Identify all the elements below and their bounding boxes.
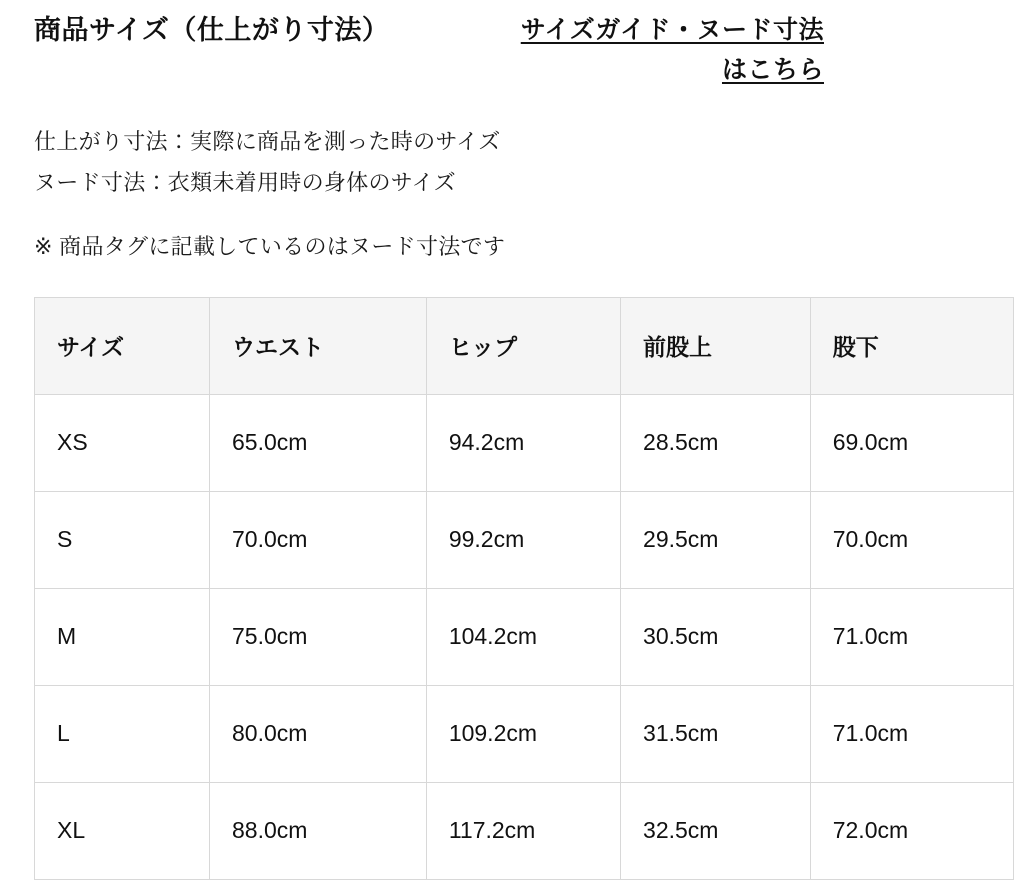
cell-inseam: 70.0cm bbox=[810, 491, 1013, 588]
size-guide-link-line-1: サイズガイド・ヌード寸法 bbox=[520, 16, 824, 44]
description-line-2: ヌード寸法：衣類未着用時の身体のサイズ bbox=[34, 169, 456, 195]
size-table-body bbox=[35, 394, 1014, 879]
cell-rise: 32.5cm bbox=[621, 782, 811, 879]
cell-rise: 29.5cm bbox=[621, 491, 811, 588]
cell-waist: 65.0cm bbox=[210, 394, 427, 491]
table-row bbox=[35, 491, 1014, 588]
cell-size: XS bbox=[35, 394, 210, 491]
table-header-row bbox=[35, 297, 1014, 394]
column-header-hip: ヒップ bbox=[426, 297, 620, 394]
cell-size: S bbox=[35, 491, 210, 588]
cell-size: L bbox=[35, 685, 210, 782]
column-header-size: サイズ bbox=[35, 297, 210, 394]
column-header-rise: 前股上 bbox=[621, 297, 811, 394]
cell-size: M bbox=[35, 588, 210, 685]
cell-hip: 104.2cm bbox=[426, 588, 620, 685]
description-block bbox=[34, 122, 824, 203]
table-row bbox=[35, 588, 1014, 685]
cell-rise: 31.5cm bbox=[621, 685, 811, 782]
cell-inseam: 71.0cm bbox=[810, 685, 1013, 782]
cell-waist: 80.0cm bbox=[210, 685, 427, 782]
cell-rise: 30.5cm bbox=[621, 588, 811, 685]
cell-hip: 109.2cm bbox=[426, 685, 620, 782]
size-table bbox=[34, 297, 1014, 880]
description-note: ※ 商品タグに記載しているのはヌード寸法です bbox=[34, 234, 506, 260]
table-row bbox=[35, 394, 1014, 491]
cell-size: XL bbox=[35, 782, 210, 879]
description-line-1: 仕上がり寸法：実際に商品を測った時のサイズ bbox=[34, 129, 501, 154]
size-table-wrapper bbox=[34, 297, 909, 880]
table-row bbox=[35, 782, 1014, 879]
cell-inseam: 71.0cm bbox=[810, 588, 1013, 685]
cell-waist: 88.0cm bbox=[210, 782, 427, 879]
cell-hip: 117.2cm bbox=[426, 782, 620, 879]
cell-inseam: 69.0cm bbox=[810, 394, 1013, 491]
cell-inseam: 72.0cm bbox=[810, 782, 1013, 879]
size-guide-link-line-2: はこちら bbox=[721, 56, 824, 84]
header bbox=[34, 0, 824, 90]
column-header-waist: ウエスト bbox=[210, 297, 427, 394]
size-table-head bbox=[35, 297, 1014, 394]
cell-hip: 94.2cm bbox=[426, 394, 620, 491]
column-header-inseam: 股下 bbox=[810, 297, 1013, 394]
size-guide-link[interactable] bbox=[521, 10, 824, 90]
table-row bbox=[35, 685, 1014, 782]
cell-hip: 99.2cm bbox=[426, 491, 620, 588]
cell-rise: 28.5cm bbox=[621, 394, 811, 491]
cell-waist: 75.0cm bbox=[210, 588, 427, 685]
page-title: 商品サイズ（仕上がり寸法） bbox=[34, 15, 390, 45]
cell-waist: 70.0cm bbox=[210, 491, 427, 588]
